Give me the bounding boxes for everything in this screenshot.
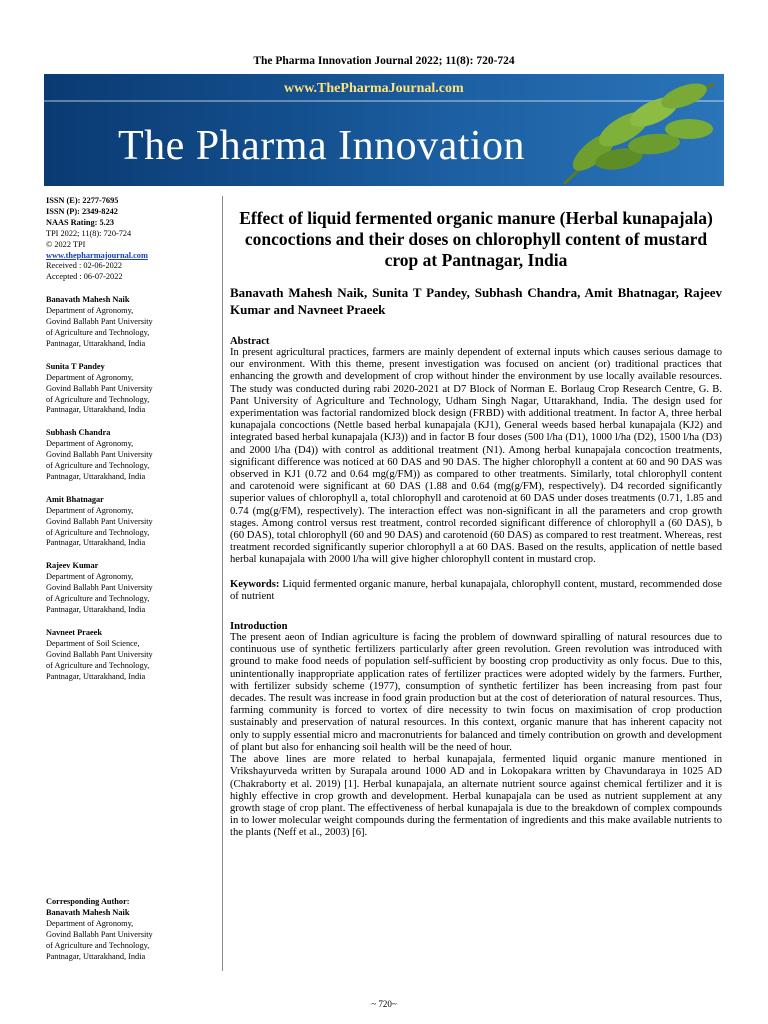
affiliation-author-name: Navneet Praeek: [46, 627, 102, 637]
keywords-text: Liquid fermented organic manure, herbal kunapajala, chlorophyll content, mustard, recommended dose of nutrient: [230, 578, 723, 602]
affiliation-block: [46, 428, 221, 483]
affiliation-line: Department of Soil Science,: [46, 638, 140, 648]
article-authors: Banavath Mahesh Naik, Sunita T Pandey, Subhash Chandra, Amit Bhatnagar, Rajeev Kumar and Navneet Praeek: [230, 285, 722, 317]
affiliation-block: [46, 628, 221, 683]
corresponding-line: Department of Agronomy,: [46, 918, 134, 928]
leaf-icon: [524, 74, 724, 186]
accepted-date: Accepted : 06-07-2022: [46, 272, 123, 282]
keywords: [230, 579, 722, 603]
banner-url[interactable]: www.ThePharmaJournal.com: [284, 81, 464, 96]
affiliation-line: Govind Ballabh Pant University: [46, 317, 153, 327]
corresponding-line: Govind Ballabh Pant University: [46, 929, 153, 939]
page-number: ~ 720~: [371, 999, 397, 1009]
affiliation-line: of Agriculture and Technology,: [46, 527, 150, 537]
affiliation-block: [46, 362, 221, 417]
copyright: © 2022 TPI: [46, 239, 86, 249]
article-title: Effect of liquid fermented organic manure (Herbal kunapajala) concoctions and their doses on chlorophyll content of mustard crop at Pantnagar, India: [239, 208, 713, 270]
affiliation-line: of Agriculture and Technology,: [46, 660, 150, 670]
affiliation-line: of Agriculture and Technology,: [46, 461, 150, 471]
affiliation-author-name: Subhash Chandra: [46, 428, 111, 438]
affiliation-line: Govind Ballabh Pant University: [46, 649, 153, 659]
affiliation-line: Department of Agronomy,: [46, 572, 134, 582]
corresponding-author: [46, 897, 221, 962]
affiliation-line: of Agriculture and Technology,: [46, 594, 150, 604]
affiliation-line: Department of Agronomy,: [46, 372, 134, 382]
affiliation-block: [46, 495, 221, 550]
affiliation-line: Pantnagar, Uttarakhand, India: [46, 405, 146, 415]
corresponding-line: Pantnagar, Uttarakhand, India: [46, 951, 146, 961]
column-divider: [222, 196, 223, 971]
affiliation-line: Pantnagar, Uttarakhand, India: [46, 671, 146, 681]
affiliation-line: Govind Ballabh Pant University: [46, 583, 153, 593]
affiliation-author-name: Rajeev Kumar: [46, 561, 99, 571]
affiliation-line: Department of Agronomy,: [46, 505, 134, 515]
keywords-label: Keywords:: [230, 578, 280, 590]
article-body: [230, 208, 722, 840]
issn-p: ISSN (P): 2349-8242: [46, 206, 118, 216]
affiliation-line: Pantnagar, Uttarakhand, India: [46, 605, 146, 614]
affiliation-author-name: Banavath Mahesh Naik: [46, 295, 130, 305]
corresponding-label: Corresponding Author:: [46, 897, 130, 906]
issn-e: ISSN (E): 2277-7695: [46, 196, 119, 205]
introduction-heading: Introduction: [230, 621, 288, 633]
abstract-text: In present agricultural practices, farmers are mainly dependent of external inputs which causes serious damage to our environment. With this theme, present investigation was focused on ancient (or) traditional practices that enhancing the growth and development of crop without hinder the environment by use locally available resources. The study was conducted during rabi 2020-2021 at D7 Block of Norman E. Borlaug Crop Research Centre, G. B. Pant University of Agriculture and Technology, Udham Singh Nagar, Uttarakhand, India. The design used for experimentation was factorial randomized block design (FRBD) with additional treatment. In factor A, three herbal kunapajala concoctions (Nettle based herbal kunapajala (KJ1), General weeds based herbal kunapajala (KJ2) and integrated based herbal kunapajala (KJ3)) and in factor B four doses (500 l/ha (D1), 1000 l/ha (D2), 1500 l/ha (D3) and 2000 l/ha (D4)) with control as additional treatment (N1). Among herbal kunapajala concoction treatments, significant difference was noticed at 60 DAS and 90 DAS. The higher chlorophyll a content at 60 and 90 DAS was observed in KJ1 (0.72 and 0.64 mg(g/FM)) as compared to other treatments. Similarly, total chlorophyll content and carotenoid were significant at 60 DAS (1.88 and 0.64 (mg(g/FM), respectively). D4 recorded significantly superior values of chlorophyll a, total chlorophyll and carotenoid at 60 DAS under doses treatments (0.71, 1.85 and 0.74 (mg(g/FM), respectively). The interaction effect was non-significant in all the parameters and crop growth stages. Among control versus rest treatment, control recorded significant difference of chlorophyll a (60 DAS), b (60 DAS), total chlorophyll (60 and 90 DAS) and carotenoid (60 DAS) as compared to rest treatment. Whereas, rest treatment recorded significantly superior chlorophyll a at 60 DAS. Based on the results, application of nettle based herbal kunapajala with 2000 l/ha will give higher chlorophyll content in mustard crop.: [230, 347, 722, 566]
affiliation-line: Pantnagar, Uttarakhand, India: [46, 471, 146, 481]
affiliation-line: Department of Agronomy,: [46, 439, 134, 449]
affiliation-block: [46, 561, 221, 616]
affiliation-block: [46, 295, 221, 350]
tpi-citation: TPI 2022; 11(8): 720-724: [46, 228, 132, 238]
naas-rating: NAAS Rating: 5.23: [46, 217, 114, 227]
affiliations: [46, 295, 221, 682]
sidebar: [46, 196, 221, 682]
affiliation-line: Pantnagar, Uttarakhand, India: [46, 338, 146, 348]
corresponding-name: Banavath Mahesh Naik: [46, 907, 130, 917]
affiliation-author-name: Sunita T Pandey: [46, 361, 105, 371]
journal-metadata: [46, 196, 221, 283]
affiliation-line: of Agriculture and Technology,: [46, 327, 150, 337]
journal-banner: [44, 74, 724, 186]
affiliation-line: Govind Ballabh Pant University: [46, 383, 153, 393]
abstract-heading: Abstract: [230, 336, 270, 347]
intro-paragraph-1: The present aeon of Indian agriculture is facing the problem of downward spiralling of natural resources due to continuous use of synthetic fertilizers particularly after green revolution. Green revolution was introduced with ground to make food needs of population self-sufficient by boosting crop productivity as only focus. Due to this, unintentionally inappropriate application rates of fertilizer practices were adopted widely by the farmers. Further, with fertilizer subsidy scheme (1977), consumption of synthetic fertilizer has been increasing from past four decades. The result was increase in food grain production but at the cost of deterioration of natural resources. Thus, farming community is forced to vortex of dire necessity to twin focus on maximisation of crop production sustainably and preservation of natural resources. In this context, organic manure that has inherent capacity not only to supply essential micro and macronutrients for balanced and timely contribution on growth and development of plant but also for enhancing soil health will be the need of hour.: [230, 632, 722, 753]
received-date: Received : 02-06-2022: [46, 261, 123, 271]
affiliation-line: Pantnagar, Uttarakhand, India: [46, 538, 146, 548]
affiliation-line: Govind Ballabh Pant University: [46, 516, 153, 526]
corresponding-line: of Agriculture and Technology,: [46, 940, 150, 950]
banner-journal-name: The Pharma Innovation: [118, 123, 526, 169]
affiliation-author-name: Amit Bhatnagar: [46, 494, 104, 504]
website-link[interactable]: www.thepharmajournal.com: [46, 250, 148, 260]
affiliation-line: Department of Agronomy,: [46, 306, 134, 316]
intro-paragraph-2: The above lines are more related to herbal kunapajala, fermented liquid organic manure mentioned in Vrikshayurveda written by Surapala around 1000 AD and in Lokopakara written by Chavundaraya in 1025 AD (Chakraborty et al. 2019) [1]. Herbal kunapajala, an alternate nutrient source against chemical fertilizer and it is highly effective in crop growth and development. Herbal kunapajala can be used as nutrient supplement at any growth stage of crop plant. The effectiveness of herbal kunapajala is due to the breakdown of complex compounds in to lower molecular weight compounds during the fermentation of ingredients and this make available nutrients to the plants (Neff et al., 2003) [6].: [230, 754, 722, 839]
journal-citation: The Pharma Innovation Journal 2022; 11(8): 720-724: [253, 55, 515, 67]
affiliation-line: of Agriculture and Technology,: [46, 394, 150, 404]
affiliation-line: Govind Ballabh Pant University: [46, 450, 153, 460]
